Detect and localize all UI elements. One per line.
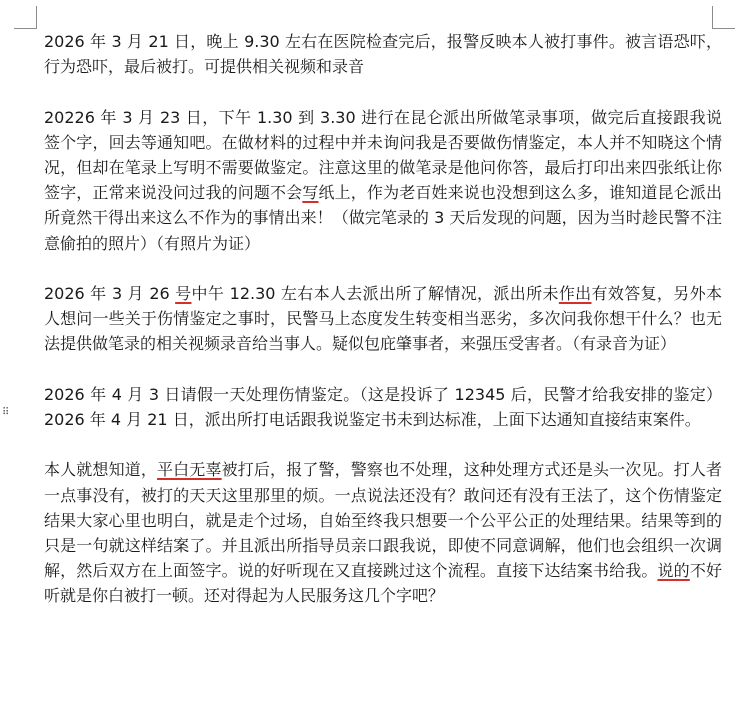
top-left-crop-mark-icon	[14, 6, 37, 29]
paragraph-text: 有效答复，另外本人想问一些关于伤情鉴定之事时，民警马上态度发生转变相当恶劣，多次问我你想干什么？也无法提供做笔录的相关视频录音给当事人。疑似包庇肇事者，来强压受害者。（有录音为证）	[44, 284, 722, 354]
paragraph-text: 中午 12.30 左右本人去派出所了解情况，派出所未	[191, 284, 559, 303]
paragraph-text: 不好听就是你白被打一顿。还对得起为人民服务这几个字吧？	[44, 561, 722, 606]
move-handle-icon[interactable]: ⠿	[2, 407, 9, 418]
spelling-marked-text[interactable]: 作出	[558, 284, 592, 303]
paragraph-text: 被打后，报了警，警察也不处理，这种处理方式还是头一次见。打人者一点事没有，被打的天天这里那里的烦。一点说法还没有？敢问还有没有王法了，这个伤情鉴定结果大家心里也明白，就是走个过场，自始至终我只想要一个公平公正的处理结果。结果等到的只是一句就这样结案了。并且派出所指导员亲口跟我说，即使不同意调解，他们也会组织一次调解，然后双方在上面签字。说的好听现在又直接跳过这个流程。直接下达结案书给我。	[44, 460, 722, 581]
paragraph-text: 20226 年 3 月 23 日，下午 1.30 到 3.30 进行在昆仑派出所做笔录事项，做完后直接跟我说签个字，回去等通知吧。在做材料的过程中并未询问我是否要做伤情鉴定，本人并不知晓这个情况，但却在笔录上写明不需要做鉴定。注意这里的做笔录是他问你答，最后打印出来四张纸让你签字，正常来说没问过我的问题不会	[44, 107, 722, 203]
spelling-marked-text[interactable]: 平白无辜	[157, 460, 222, 480]
spelling-marked-text[interactable]: 写	[302, 183, 319, 203]
document-body[interactable]	[44, 29, 722, 609]
paragraph-text: 2026 年 3 月 21 日，晚上 9.30 左右在医院检查完后，报警反映本人被打事件。被言语恐吓，行为恐吓，最后被打。可提供相关视频和录音	[44, 32, 722, 77]
paragraph-text: 本人就想知道，	[44, 460, 158, 480]
paragraph-2[interactable]	[44, 105, 722, 256]
paragraph-text: 纸上，作为老百姓来说也没想到这么多，谁知道昆仑派出所竟然干得出来这么不作为的事情出来！（做完笔录的 3 天后发现的问题，因为当时趁民警不注意偷拍的照片）（有照片为证）	[44, 183, 722, 253]
paragraph-text: 2026 年 4 月 3 日请假一天处理伤情鉴定。（这是投诉了 12345 后，民警才给我安排的鉴定）2026 年 4 月 21 日，派出所打电话跟我说鉴定书未到达标准，上面下达通知直接结束案件。	[44, 384, 722, 429]
paragraph-4[interactable]	[44, 382, 722, 432]
spelling-marked-text[interactable]: 号	[175, 284, 192, 303]
paragraph-5[interactable]	[44, 457, 722, 608]
paragraph-3[interactable]	[44, 281, 722, 357]
paragraph-1[interactable]	[44, 29, 722, 79]
top-right-crop-mark-icon	[712, 6, 735, 29]
spelling-marked-text[interactable]: 说的	[657, 561, 690, 581]
paragraph-text: 2026 年 3 月 26	[44, 284, 176, 303]
